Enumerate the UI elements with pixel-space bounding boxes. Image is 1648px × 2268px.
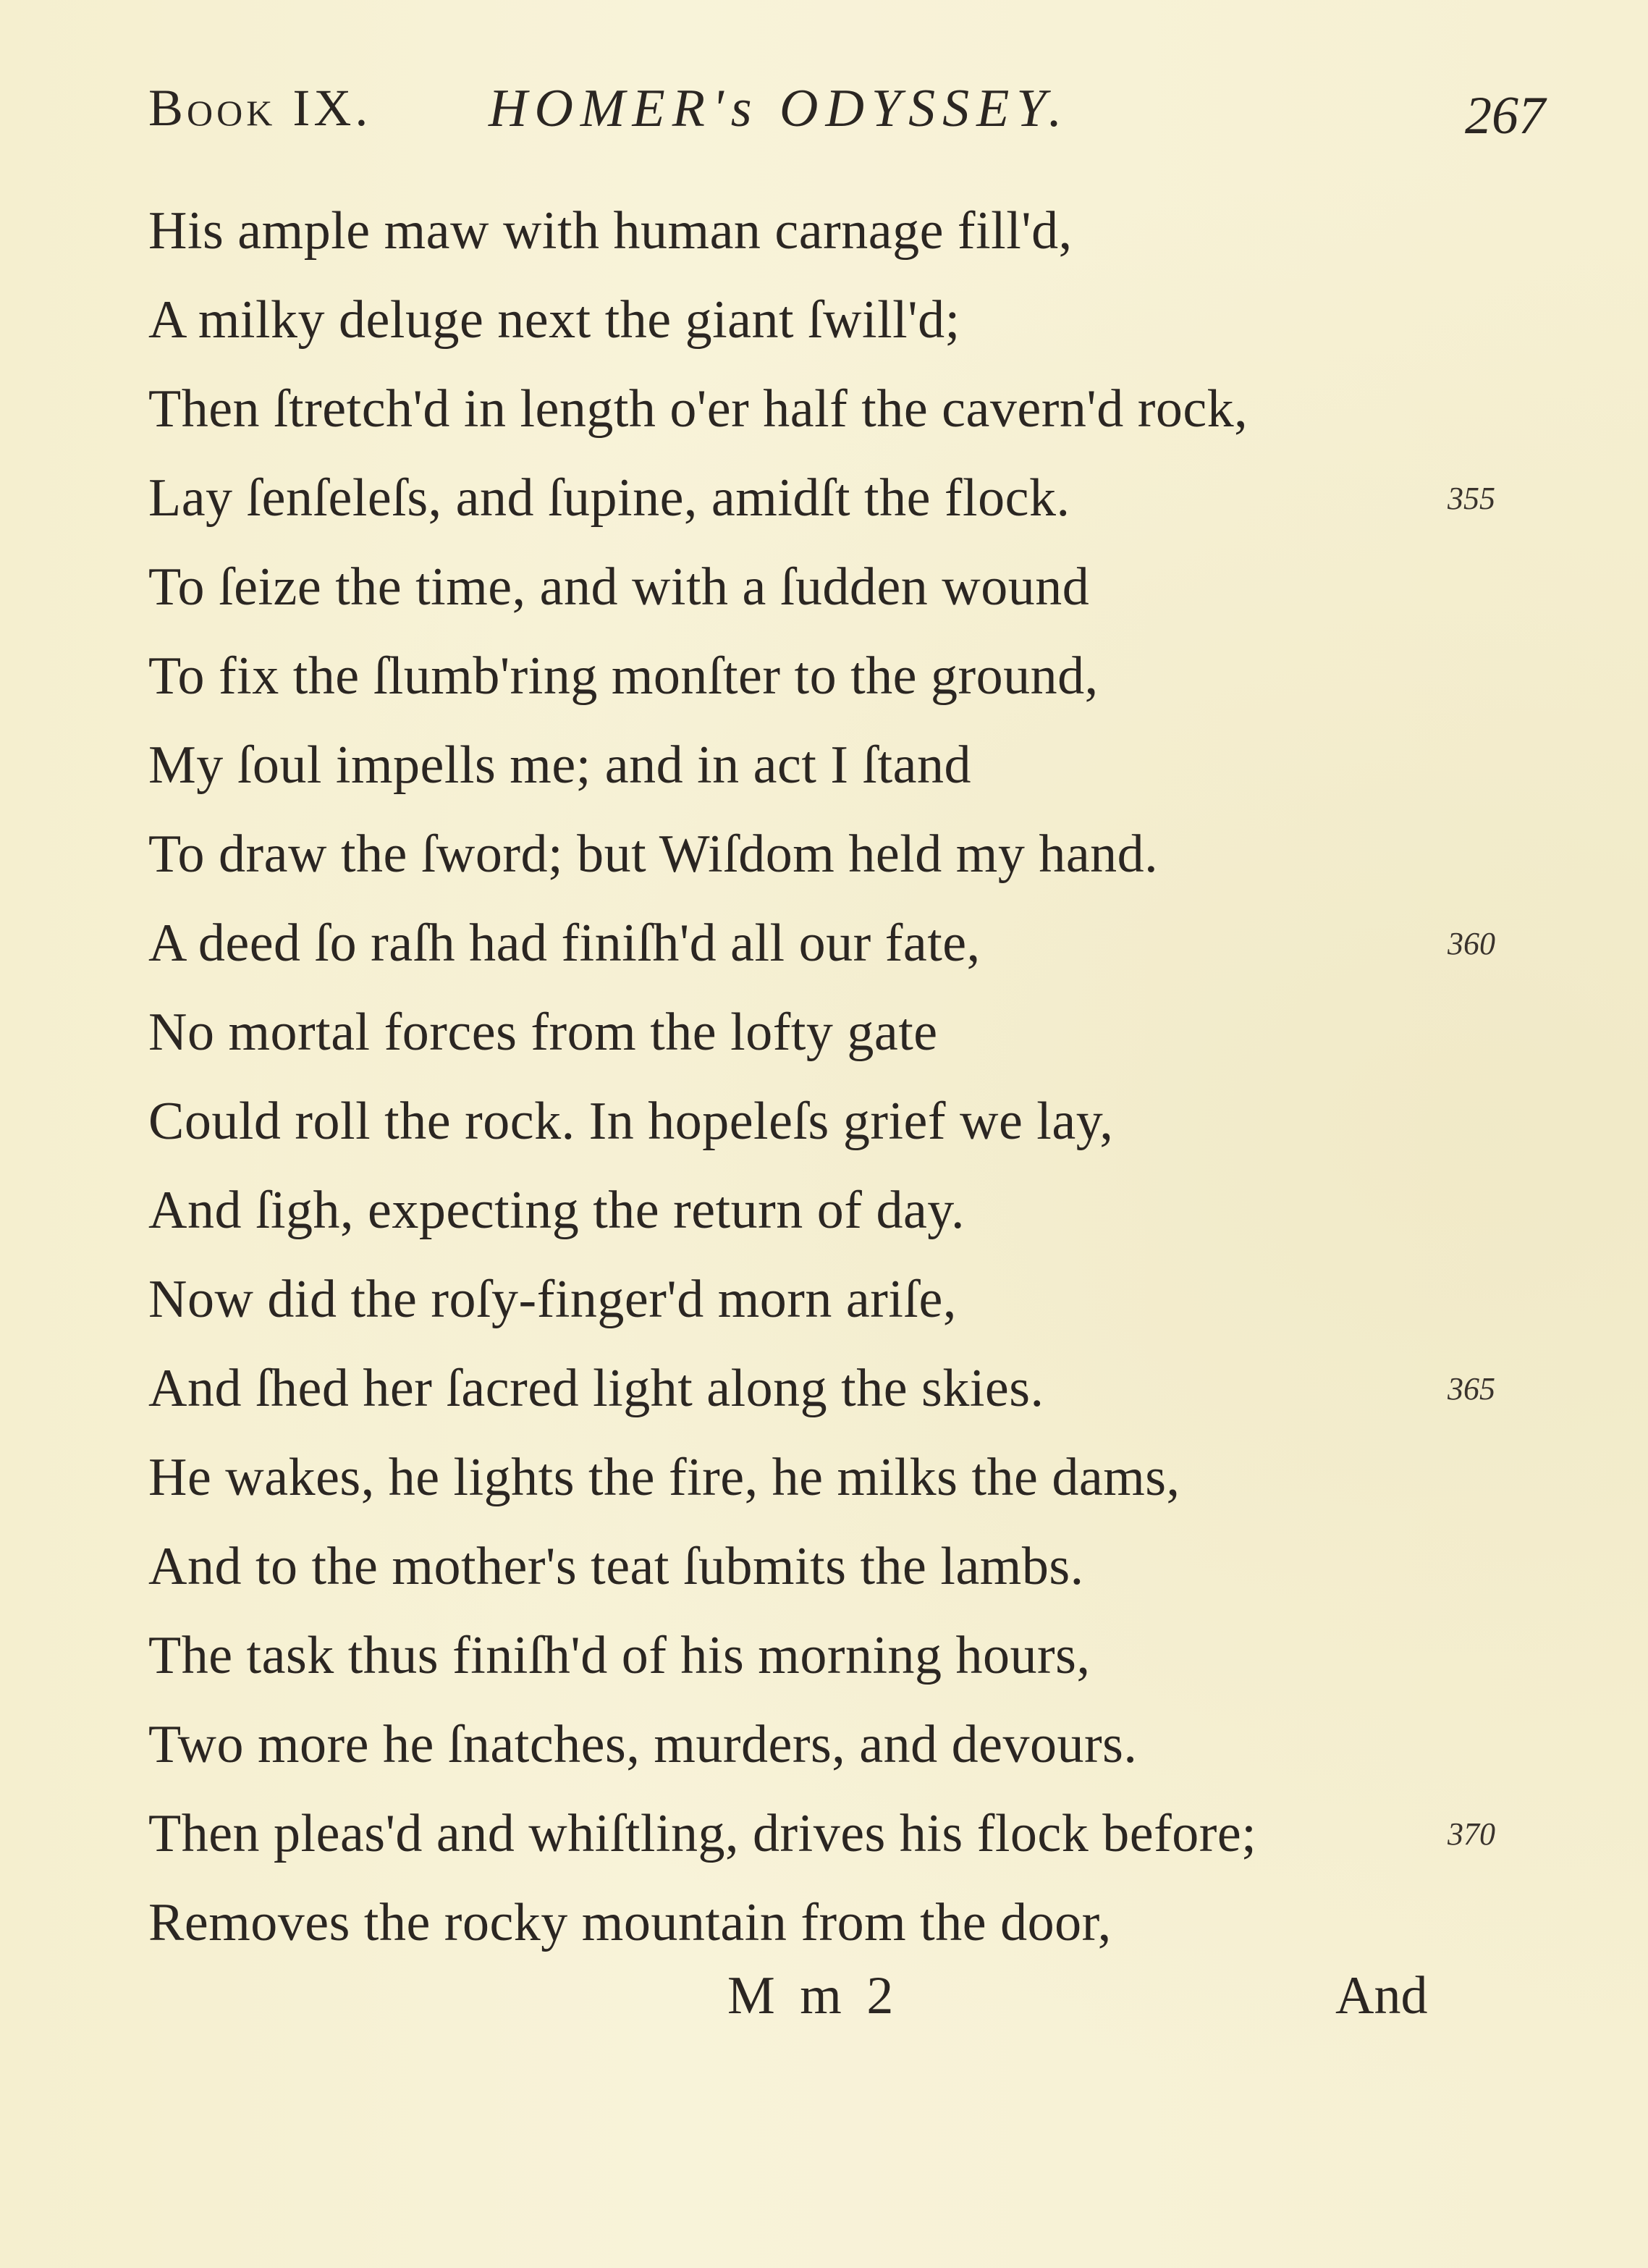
- verse-line: [148, 899, 1545, 988]
- verse-text: Lay ſenſeleſs, and ſupine, amidſt the flock.: [148, 468, 1070, 528]
- line-number: 355: [1448, 481, 1495, 516]
- verse-text: To draw the ſword; but Wiſdom held my hand.: [148, 825, 1159, 884]
- verse-line: [148, 1433, 1545, 1522]
- verse-line: [148, 1522, 1545, 1611]
- verse-text: The task thus finiſh'd of his morning hours,: [148, 1626, 1091, 1685]
- verse-text: A milky deluge next the giant ſwill'd;: [148, 290, 960, 350]
- verse-line: [148, 276, 1545, 365]
- verse-text: His ample maw with human carnage fill'd,: [148, 201, 1073, 261]
- page-footer: [148, 1965, 1545, 2045]
- verse-text: To ſeize the time, and with a ſudden wound: [148, 557, 1090, 617]
- verse-text: Now did the roſy-finger'd morn ariſe,: [148, 1270, 957, 1329]
- work-title: HOMER's ODYSSEY.: [489, 79, 1070, 138]
- verse-line: [148, 1255, 1545, 1344]
- verse-line: [148, 1879, 1545, 1968]
- verse-text: Removes the rocky mountain from the door,: [148, 1893, 1112, 1952]
- verse-line: [148, 988, 1545, 1077]
- line-number: 360: [1448, 926, 1495, 961]
- running-head: [148, 78, 1545, 158]
- verse-line: [148, 365, 1545, 454]
- page-number: 267: [1465, 86, 1545, 146]
- verse-block: [148, 187, 1545, 1968]
- verse-line: [148, 632, 1545, 721]
- catchword: And: [1335, 1966, 1428, 2025]
- verse-line: [148, 1077, 1545, 1166]
- verse-text: A deed ſo raſh had finiſh'd all our fate,: [148, 914, 981, 973]
- signature-mark: M m 2: [727, 1966, 900, 2025]
- verse-line: [148, 810, 1545, 899]
- line-number: 365: [1448, 1371, 1495, 1407]
- verse-text: No mortal forces from the lofty gate: [148, 1003, 938, 1062]
- verse-text: Then pleas'd and whiſtling, drives his flock before;: [148, 1804, 1257, 1863]
- verse-text: Then ſtretch'd in length o'er half the cavern'd rock,: [148, 379, 1248, 439]
- verse-line: [148, 1344, 1545, 1433]
- verse-text: And ſigh, expecting the return of day.: [148, 1181, 965, 1240]
- verse-line: [148, 1700, 1545, 1789]
- verse-line: [148, 454, 1545, 543]
- verse-line: [148, 1789, 1545, 1879]
- verse-text: And ſhed her ſacred light along the skies.: [148, 1359, 1044, 1418]
- verse-text: And to the mother's teat ſubmits the lambs.: [148, 1537, 1084, 1596]
- verse-text: He wakes, he lights the fire, he milks the dams,: [148, 1448, 1180, 1507]
- verse-text: Could roll the rock. In hopeleſs grief we lay,: [148, 1092, 1114, 1151]
- book-label: Book IX.: [148, 79, 372, 137]
- verse-line: [148, 187, 1545, 276]
- verse-text: Two more he ſnatches, murders, and devours.: [148, 1715, 1138, 1774]
- verse-text: My ſoul impells me; and in act I ſtand: [148, 735, 972, 795]
- verse-line: [148, 543, 1545, 632]
- verse-line: [148, 1611, 1545, 1700]
- verse-line: [148, 721, 1545, 810]
- line-number: 370: [1448, 1816, 1495, 1852]
- verse-line: [148, 1166, 1545, 1255]
- verse-text: To fix the ſlumb'ring monſter to the ground,: [148, 646, 1099, 706]
